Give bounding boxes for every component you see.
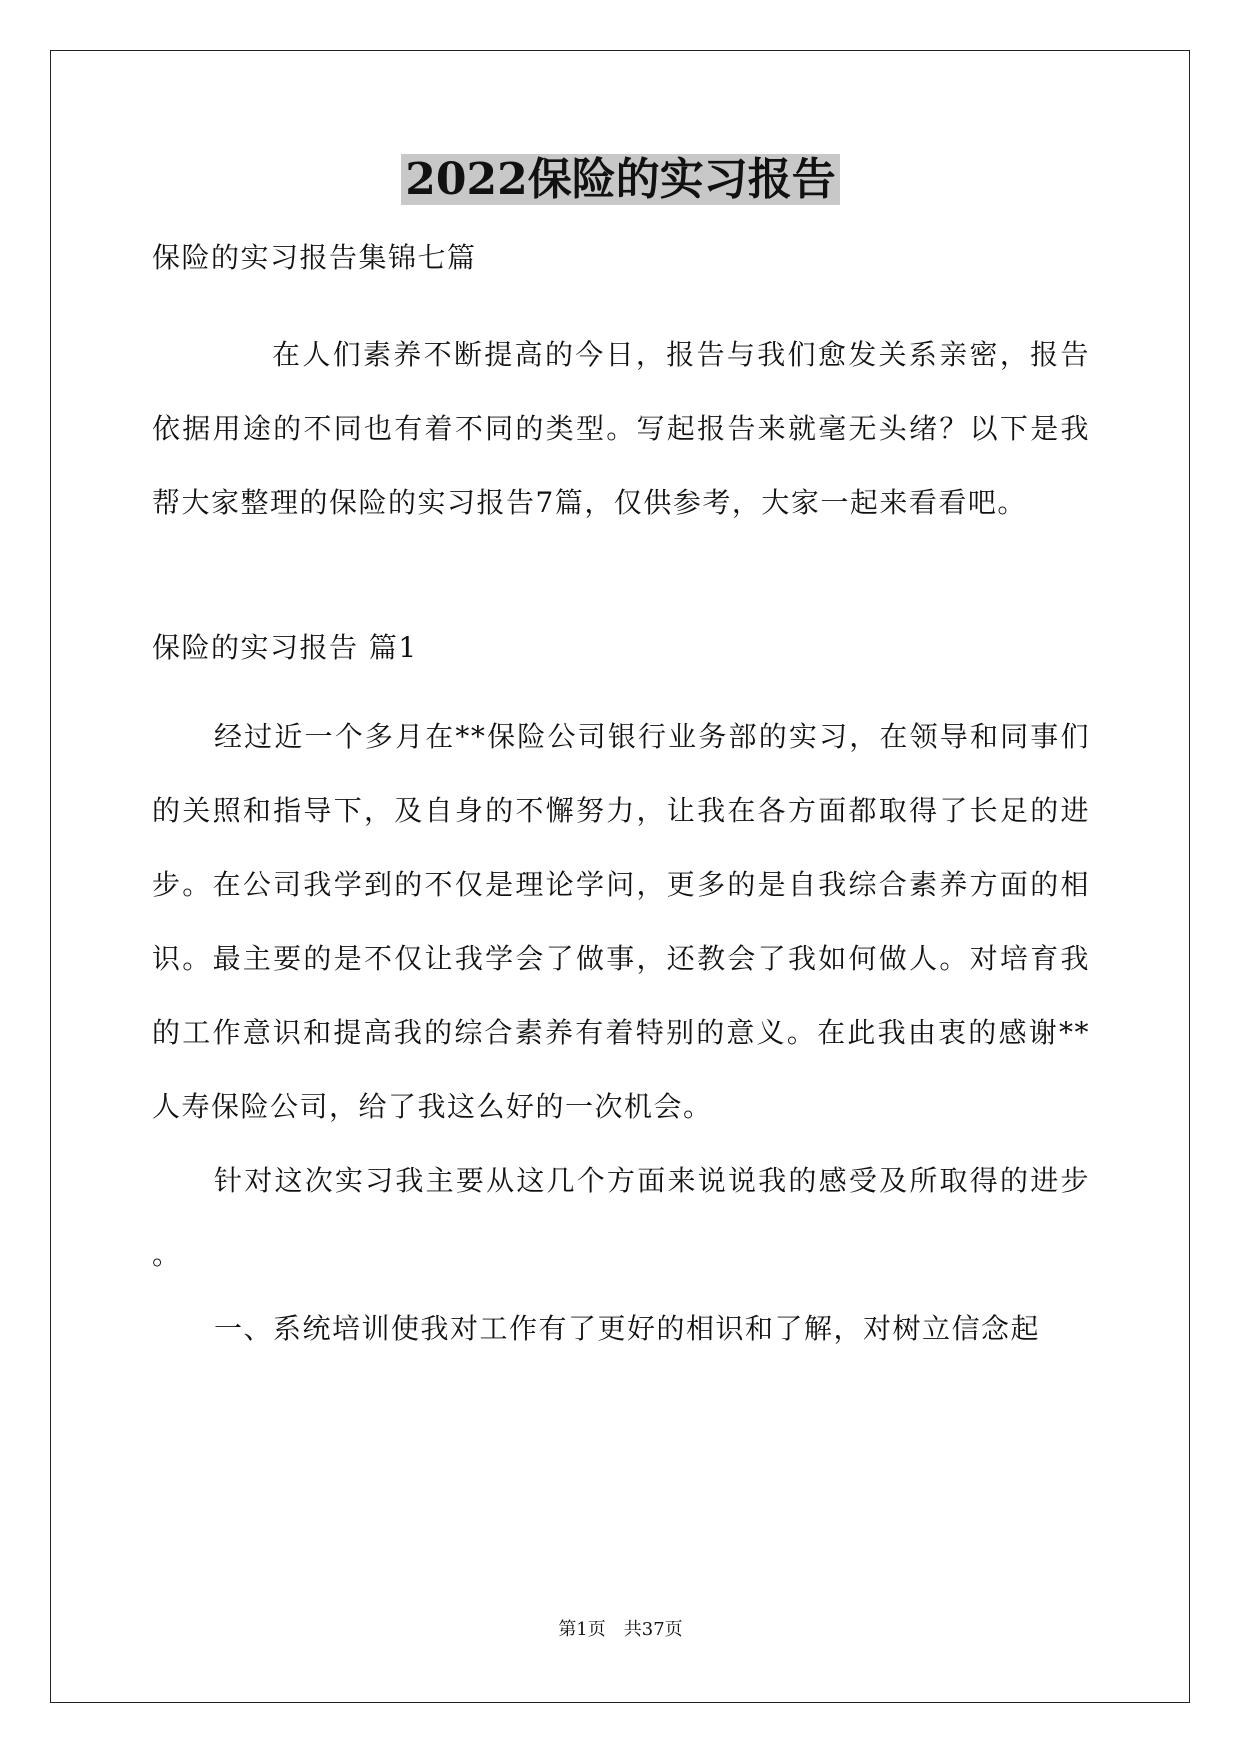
intro-paragraph: 在人们素养不断提高的今日，报告与我们愈发关系亲密，报告依据用途的不同也有着不同的类型。写起报告来就毫无头绪？以下是我帮大家整理的保险的实习报告7篇，仅供参考，大家一起来看看吧。: [152, 338, 1090, 519]
body-paragraph: 经过近一个多月在**保险公司银行业务部的实习，在领导和同事们的关照和指导下，及自身的不懈努力，让我在各方面都取得了长足的进步。在公司我学到的不仅是理论学问，更多的是自我综合素养方面的相识。最主要的是不仅让我学会了做事，还教会了我如何做人。对培育我的工作意识和提高我的综合素养有着特别的意义。在此我由衷的感谢**人寿保险公司，给了我这么好的一次机会。: [152, 720, 1090, 1123]
document-body: [152, 230, 1090, 1366]
page-footer: [0, 1618, 1241, 1642]
document-subtitle: 保险的实习报告集锦七篇: [152, 241, 477, 274]
page-total: 共37页: [623, 1619, 683, 1640]
body-paragraph: 一、系统培训使我对工作有了更好的相识和了解，对树立信念起: [214, 1312, 1041, 1345]
body-paragraph: 针对这次实习我主要从这几个方面来说说我的感受及所取得的进步 。: [152, 1164, 1090, 1271]
document-title: [0, 152, 1241, 208]
document-title-text: 2022保险的实习报告: [401, 154, 839, 205]
section-heading: 保险的实习报告 篇1: [152, 631, 418, 664]
page-number: 第1页: [558, 1619, 606, 1640]
